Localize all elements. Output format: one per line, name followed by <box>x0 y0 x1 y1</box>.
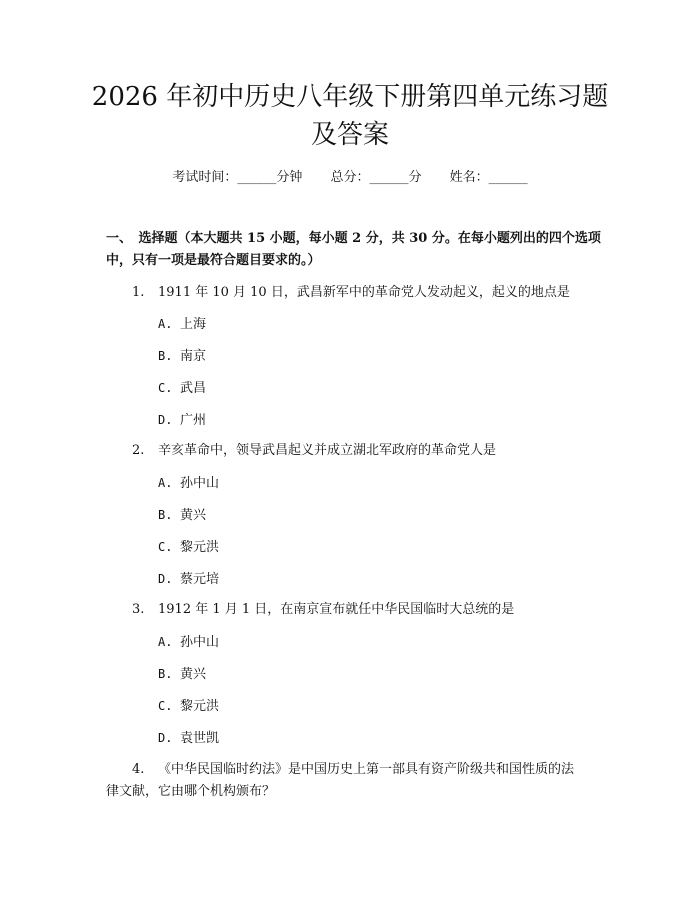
option-text: 孙中山 <box>180 635 220 650</box>
question-text: 1912 年 1 月 1 日，在南京宣布就任中华民国临时大总统的是 <box>158 602 515 617</box>
option-item <box>158 473 219 494</box>
option-letter: D. <box>158 731 173 745</box>
option-letter: C. <box>158 699 173 713</box>
option-text: 蔡元培 <box>180 572 220 587</box>
question-number: 3. <box>132 602 145 617</box>
option-item <box>158 696 219 717</box>
option-letter: D. <box>158 413 173 427</box>
question-4 <box>132 759 600 781</box>
question-text: 辛亥革命中，领导武昌起义并成立湖北军政府的革命党人是 <box>158 443 497 458</box>
option-item <box>158 505 206 526</box>
option-item <box>158 728 219 749</box>
section-heading: 一、 选择题（本大题共 15 小题，每小题 2 分，共 30 分。在每小题列出的四个选项中，只有一项是最符合题目要求的。） <box>106 231 601 268</box>
option-text: 袁世凯 <box>180 731 220 746</box>
question-4-continued: 律文献，它由哪个机构颁布？ <box>106 784 276 799</box>
option-text: 南京 <box>180 349 207 364</box>
option-text: 武昌 <box>180 381 207 396</box>
exam-meta <box>0 168 700 188</box>
option-letter: A. <box>158 635 173 649</box>
option-text: 上海 <box>180 317 207 332</box>
question-text: 《中华民国临时约法》是中国历史上第一部具有资产阶级共和国性质的法 <box>158 762 575 777</box>
document-title: 2026 年初中历史八年级下册第四单元练习题及答案 <box>91 82 609 150</box>
exam-time: 考试时间：______分钟 <box>172 170 303 185</box>
option-text: 孙中山 <box>180 476 220 491</box>
option-letter: A. <box>158 476 173 490</box>
question-number: 4. <box>132 762 145 777</box>
question-number: 2. <box>132 443 145 458</box>
option-item <box>158 314 206 335</box>
option-item <box>158 410 206 431</box>
option-letter: C. <box>158 540 173 554</box>
question-2 <box>132 440 600 462</box>
option-item <box>158 537 219 558</box>
question-number: 1. <box>132 285 145 300</box>
option-text: 黎元洪 <box>180 540 220 555</box>
option-letter: A. <box>158 317 173 331</box>
option-letter: B. <box>158 349 173 363</box>
option-text: 黎元洪 <box>180 699 220 714</box>
option-letter: B. <box>158 508 173 522</box>
option-item <box>158 378 206 399</box>
option-letter: B. <box>158 667 173 681</box>
option-item <box>158 632 219 653</box>
option-item <box>158 346 206 367</box>
student-name: 姓名：______ <box>449 170 528 185</box>
total-score: 总分：______分 <box>330 170 422 185</box>
option-letter: D. <box>158 572 173 586</box>
option-letter: C. <box>158 381 173 395</box>
question-1 <box>132 282 600 304</box>
option-item <box>158 664 206 685</box>
option-text: 黄兴 <box>180 508 207 523</box>
question-3 <box>132 599 600 621</box>
option-item <box>158 569 219 590</box>
option-text: 广州 <box>180 413 207 428</box>
option-text: 黄兴 <box>180 667 207 682</box>
question-text: 1911 年 10 月 10 日，武昌新军中的革命党人发动起义，起义的地点是 <box>158 285 570 300</box>
